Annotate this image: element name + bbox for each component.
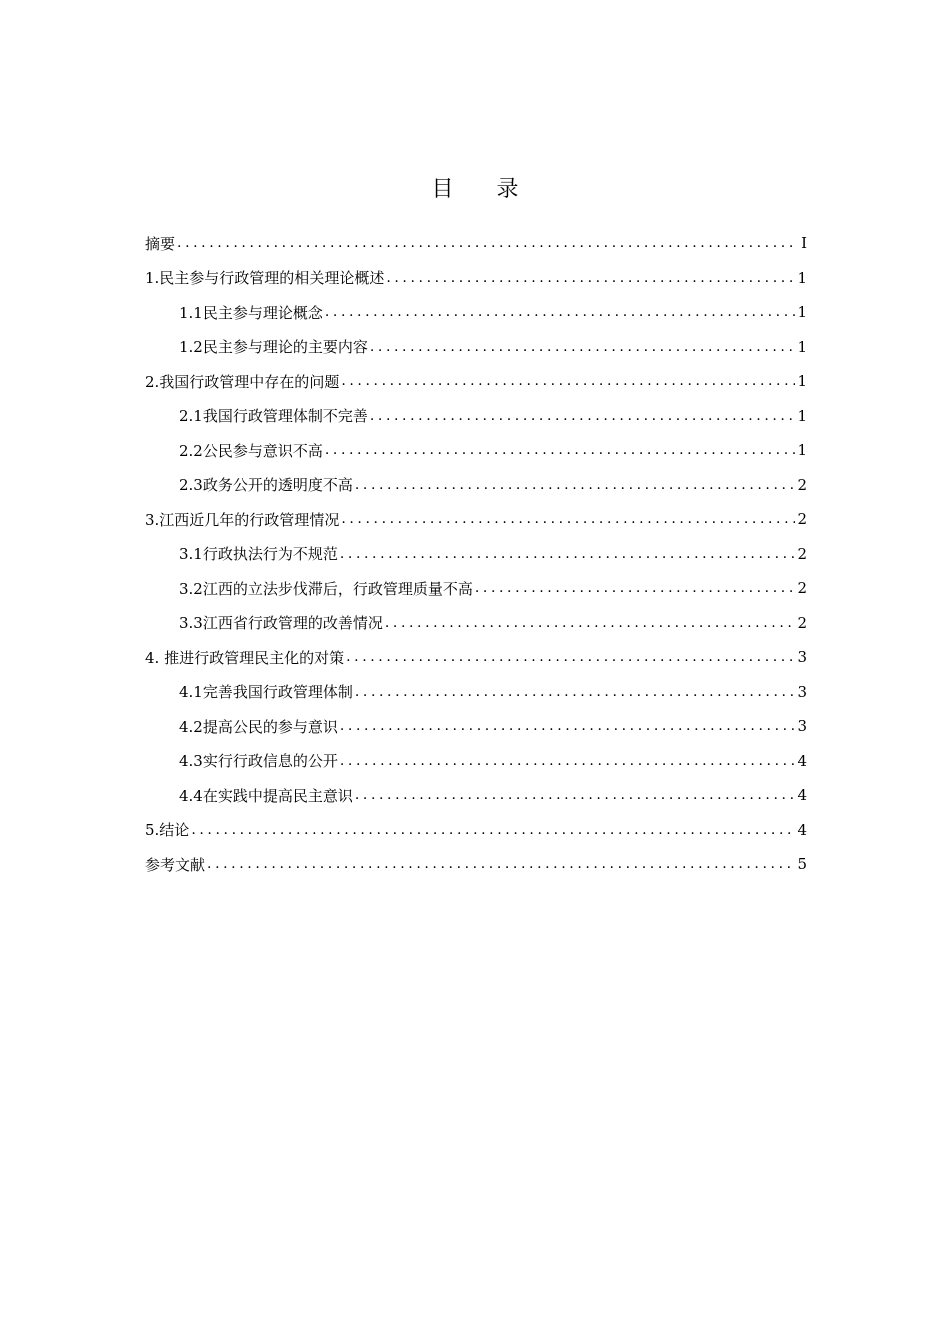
toc-entry-label: 摘要 xyxy=(145,234,176,253)
toc-page-number: 1 xyxy=(797,337,807,356)
toc-entry-section-3-1[interactable] xyxy=(145,537,807,572)
table-of-contents xyxy=(145,226,807,882)
toc-page-number: 4 xyxy=(797,751,807,770)
toc-entry-label: 2.2公民参与意识不高 xyxy=(179,441,323,460)
toc-leader-dots xyxy=(370,408,796,424)
toc-page-number: 2 xyxy=(797,544,807,563)
toc-leader-dots xyxy=(386,270,795,286)
toc-entry-label: 3.2江西的立法步伐滞后，行政管理质量不高 xyxy=(179,579,473,598)
toc-leader-dots xyxy=(325,442,796,458)
toc-entry-label: 1.2民主参与理论的主要内容 xyxy=(179,338,368,357)
toc-entry-label: 4.1完善我国行政管理体制 xyxy=(179,683,353,702)
toc-page-number: 3 xyxy=(797,682,807,701)
toc-entry-label: 1.民主参与行政管理的相关理论概述 xyxy=(145,269,385,288)
toc-entry-label: 4.3实行行政信息的公开 xyxy=(179,752,338,771)
toc-leader-dots xyxy=(340,753,796,769)
toc-entry-section-4-4[interactable] xyxy=(145,778,807,813)
toc-page-number: 1 xyxy=(797,406,807,425)
toc-entry-references[interactable] xyxy=(145,847,807,882)
toc-entry-label: 5.结论 xyxy=(145,821,190,840)
toc-entry-section-4-1[interactable] xyxy=(145,675,807,710)
toc-entry-section-1-2[interactable] xyxy=(145,330,807,365)
toc-leader-dots xyxy=(355,787,796,803)
toc-entry-chapter-2[interactable] xyxy=(145,364,807,399)
toc-leader-dots xyxy=(341,511,795,527)
toc-entry-section-4-2[interactable] xyxy=(145,709,807,744)
toc-entry-section-1-1[interactable] xyxy=(145,295,807,330)
toc-entry-section-4-3[interactable] xyxy=(145,744,807,779)
toc-page-number: 2 xyxy=(797,475,807,494)
toc-page-number: 4 xyxy=(797,786,807,805)
toc-page-number: 3 xyxy=(797,717,807,736)
toc-page-number: 2 xyxy=(797,510,807,529)
toc-page-number: 1 xyxy=(797,303,807,322)
toc-entry-chapter-5[interactable] xyxy=(145,813,807,848)
toc-entry-label: 2.1我国行政管理体制不完善 xyxy=(179,407,368,426)
toc-page-number: 3 xyxy=(797,648,807,667)
toc-entry-label: 4. 推进行政管理民主化的对策 xyxy=(145,648,345,667)
toc-leader-dots xyxy=(355,684,796,700)
toc-entry-label: 4.2提高公民的参与意识 xyxy=(179,717,338,736)
toc-leader-dots xyxy=(325,304,796,320)
toc-entry-section-2-1[interactable] xyxy=(145,399,807,434)
toc-leader-dots xyxy=(191,822,795,838)
toc-entry-section-3-2[interactable] xyxy=(145,571,807,606)
toc-page-number: 2 xyxy=(797,613,807,632)
toc-page-number: 1 xyxy=(797,268,807,287)
toc-entry-label: 2.3政务公开的透明度不高 xyxy=(179,476,353,495)
toc-entry-abstract[interactable] xyxy=(145,226,807,261)
page-title: 目 录 xyxy=(431,177,537,202)
toc-entry-section-2-2[interactable] xyxy=(145,433,807,468)
toc-entry-label: 3.1行政执法行为不规范 xyxy=(179,545,338,564)
toc-page-number: I xyxy=(801,234,807,253)
toc-entry-label: 参考文献 xyxy=(145,855,206,874)
toc-entry-label: 3.江西近几年的行政管理情况 xyxy=(145,510,340,529)
toc-leader-dots xyxy=(177,235,796,251)
toc-leader-dots xyxy=(385,615,796,631)
toc-page-number: 2 xyxy=(797,579,807,598)
toc-entry-section-3-3[interactable] xyxy=(145,606,807,641)
toc-entry-chapter-1[interactable] xyxy=(145,261,807,296)
toc-leader-dots xyxy=(340,546,796,562)
toc-page-number: 1 xyxy=(797,441,807,460)
toc-entry-label: 3.3江西省行政管理的改善情况 xyxy=(179,614,383,633)
toc-leader-dots xyxy=(475,580,796,596)
toc-entry-section-2-3[interactable] xyxy=(145,468,807,503)
toc-leader-dots xyxy=(207,856,795,872)
toc-leader-dots xyxy=(346,649,795,665)
toc-leader-dots xyxy=(341,373,795,389)
toc-page-number: 4 xyxy=(797,820,807,839)
toc-entry-chapter-3[interactable] xyxy=(145,502,807,537)
toc-page-number: 1 xyxy=(797,372,807,391)
toc-leader-dots xyxy=(370,339,796,355)
toc-entry-label: 1.1民主参与理论概念 xyxy=(179,303,323,322)
toc-entry-label: 2.我国行政管理中存在的问题 xyxy=(145,372,340,391)
toc-leader-dots xyxy=(340,718,796,734)
toc-page-number: 5 xyxy=(797,855,807,874)
toc-entry-label: 4.4在实践中提高民主意识 xyxy=(179,786,353,805)
toc-leader-dots xyxy=(355,477,796,493)
toc-entry-chapter-4[interactable] xyxy=(145,640,807,675)
